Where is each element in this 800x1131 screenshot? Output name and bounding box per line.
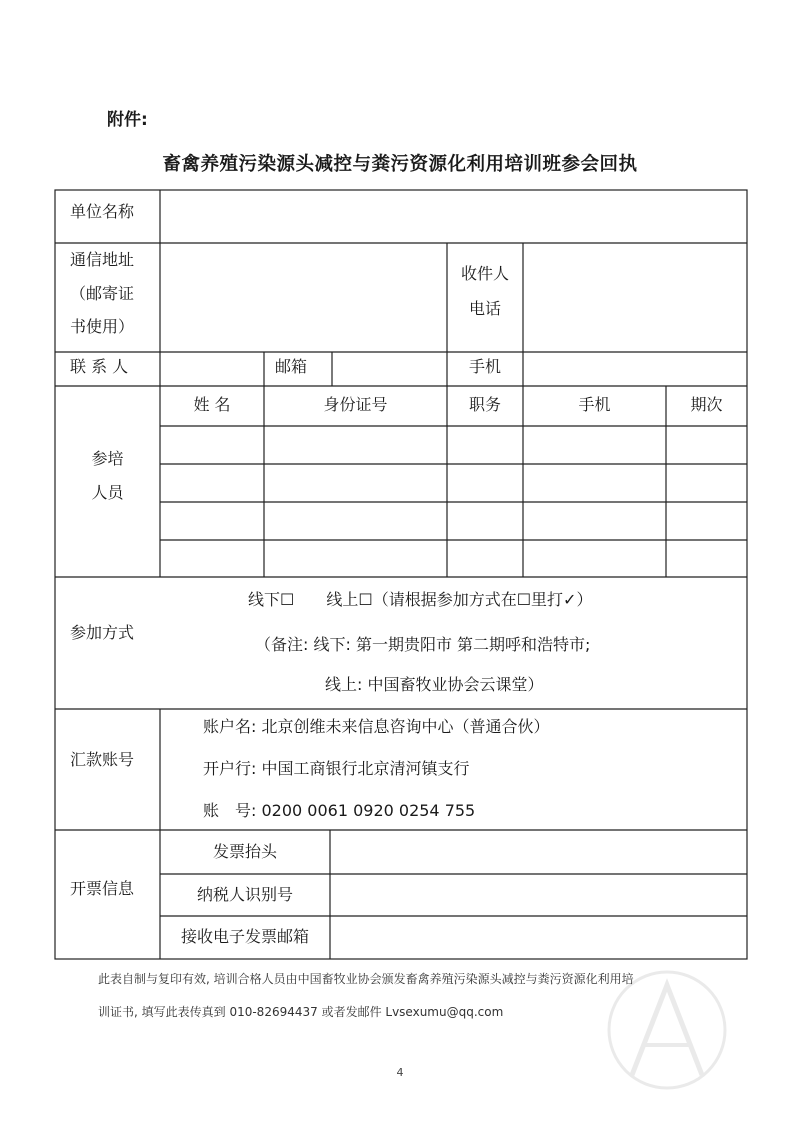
table-row[interactable]: [160, 502, 747, 540]
col-header-session: 期次: [690, 395, 723, 414]
invoice-title-field[interactable]: [332, 832, 745, 872]
recipient-phone-field[interactable]: [525, 245, 745, 350]
account-name: 账户名: 北京创维未来信息咨询中心（普通合伙）: [203, 717, 550, 736]
attachment-label: 附件:: [107, 110, 148, 130]
footer-note-line1: 此表自制与复印有效, 培训合格人员由中国畜牧业协会颁发畜禽养殖污染源头减控与粪污资源化利用培: [98, 972, 634, 986]
form-title: 畜禽养殖污染源头减控与粪污资源化利用培训班参会回执: [162, 154, 638, 175]
trainees-label-line2: 人员: [91, 483, 124, 502]
page-number: 4: [396, 1066, 404, 1079]
contact-field[interactable]: [162, 354, 262, 384]
table-row[interactable]: [160, 426, 747, 464]
address-field[interactable]: [162, 245, 445, 350]
col-header-mobile: 手机: [578, 395, 611, 414]
participation-online-note: 线上: 中国畜牧业协会云课堂）: [325, 675, 544, 694]
invoice-title-label: 发票抬头: [212, 842, 277, 861]
col-header-position: 职务: [468, 395, 501, 414]
invoice-label: 开票信息: [70, 879, 135, 898]
invoice-email-field[interactable]: [332, 918, 745, 957]
mobile-field[interactable]: [525, 354, 745, 384]
trainees-label-line1: 参培: [91, 449, 124, 468]
participation-label: 参加方式: [70, 623, 135, 642]
address-label-line2: （邮寄证: [70, 284, 135, 303]
recipient-label-line1: 收件人: [460, 264, 509, 283]
participation-options[interactable]: 线下☐ 线上☐（请根据参加方式在☐里打✓）: [248, 590, 593, 609]
table-row[interactable]: [160, 464, 747, 502]
footer-note-line2: 训证书, 填写此表传真到 010-82694437 或者发邮件 Lvsexumu@qq.com: [98, 1005, 504, 1019]
taxpayer-id-field[interactable]: [332, 876, 745, 914]
mobile-label: 手机: [468, 357, 501, 376]
participation-note: （备注: 线下: 第一期贵阳市 第二期呼和浩特市;: [255, 635, 591, 654]
bank-name: 开户行: 中国工商银行北京清河镇支行: [203, 759, 470, 778]
recipient-label-line2: 电话: [468, 299, 501, 318]
remittance-label: 汇款账号: [70, 750, 135, 769]
address-label-line1: 通信地址: [70, 250, 135, 269]
unit-name-label: 单位名称: [70, 202, 135, 221]
col-header-name: 姓 名: [193, 395, 231, 414]
col-header-id-number: 身份证号: [323, 395, 388, 414]
contact-label: 联 系 人: [70, 357, 129, 376]
unit-name-field[interactable]: [162, 192, 745, 241]
account-number: 账 号: 0200 0061 0920 0254 755: [203, 801, 476, 820]
address-label-line3: 书使用）: [70, 317, 135, 336]
taxpayer-id-label: 纳税人识别号: [196, 885, 293, 904]
table-row[interactable]: [160, 540, 747, 577]
invoice-email-label: 接收电子发票邮箱: [180, 927, 309, 946]
email-field[interactable]: [334, 354, 445, 384]
email-label: 邮箱: [275, 357, 308, 376]
